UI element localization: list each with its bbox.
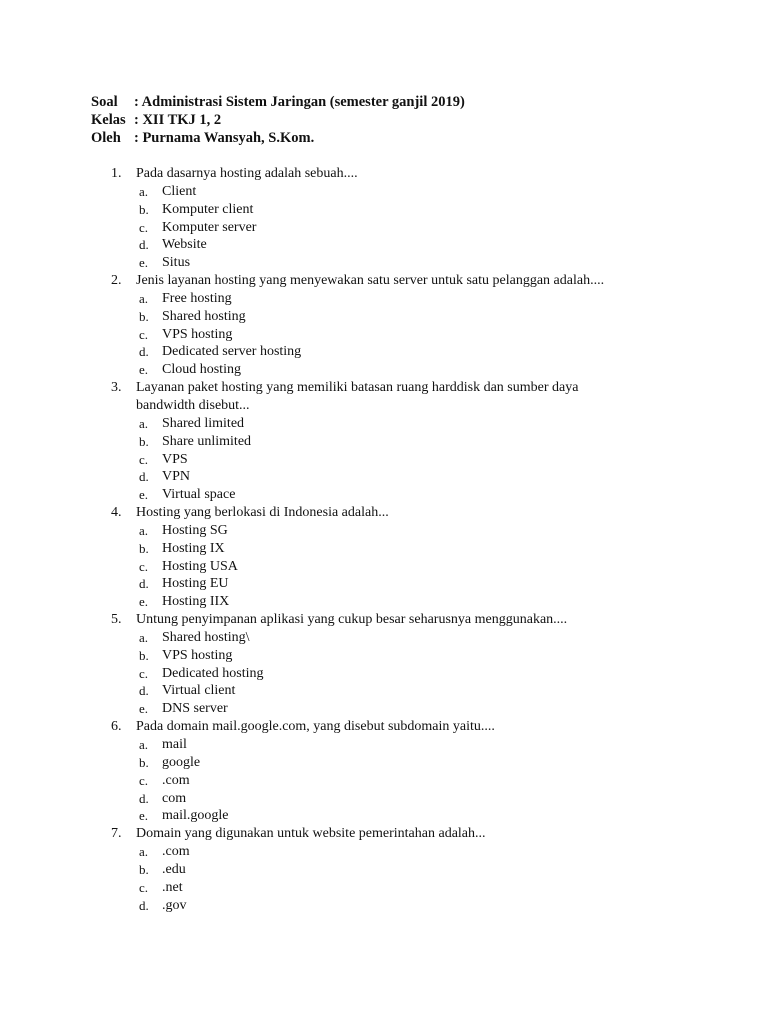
option-text: .com: [162, 844, 190, 860]
option-item: [0, 682, 768, 700]
question-text: Domain yang digunakan untuk website pemerintahan adalah...: [136, 826, 486, 842]
option-item: [0, 665, 768, 683]
option-text: Komputer client: [162, 201, 254, 217]
option-item: [0, 593, 768, 611]
option-item: [0, 326, 768, 344]
option-letter: e.: [139, 808, 149, 824]
option-letter: a.: [139, 415, 149, 431]
option-item: [0, 468, 768, 486]
option-item: [0, 254, 768, 272]
option-letter: c.: [139, 558, 149, 574]
question-item: [0, 379, 768, 504]
option-text: Hosting SG: [162, 522, 228, 538]
option-item: [0, 236, 768, 254]
question-item: [0, 825, 768, 914]
option-letter: c.: [139, 665, 149, 681]
option-letter: b.: [139, 540, 149, 556]
option-text: com: [162, 790, 187, 806]
option-item: [0, 879, 768, 897]
option-text: .com: [162, 772, 190, 788]
option-list: [0, 522, 768, 611]
question-item: [0, 165, 768, 272]
option-letter: c.: [139, 219, 149, 235]
option-text: google: [162, 754, 201, 770]
option-text: .gov: [162, 897, 187, 913]
option-letter: e.: [139, 362, 149, 378]
option-text: Hosting EU: [162, 576, 229, 592]
option-letter: d.: [139, 344, 149, 360]
option-text: .net: [162, 879, 183, 895]
option-letter: b.: [139, 308, 149, 324]
header-row-oleh: [91, 129, 465, 147]
option-text: Shared hosting: [162, 308, 246, 324]
option-letter: d.: [139, 576, 149, 592]
question-number: 3.: [111, 380, 122, 396]
option-text: mail: [162, 737, 187, 752]
option-list: [0, 843, 768, 914]
option-text: Virtual client: [162, 683, 236, 699]
option-list: [0, 629, 768, 718]
header-value: : Administrasi Sistem Jaringan (semester ganjil 2019): [134, 94, 465, 110]
option-letter: a.: [139, 629, 149, 645]
option-letter: c.: [139, 879, 149, 895]
question-number: 4.: [111, 505, 122, 521]
option-item: [0, 219, 768, 237]
option-letter: a.: [139, 522, 149, 538]
option-item: [0, 736, 768, 754]
option-text: Shared limited: [162, 415, 245, 431]
option-letter: e.: [139, 255, 149, 271]
option-letter: b.: [139, 433, 149, 449]
option-item: [0, 807, 768, 825]
option-text: Hosting IIX: [162, 594, 230, 610]
question-number: 5.: [111, 612, 122, 628]
option-item: [0, 343, 768, 361]
option-text: Situs: [162, 255, 191, 271]
question-list: [0, 165, 768, 914]
option-item: [0, 843, 768, 861]
option-item: [0, 629, 768, 647]
option-text: Hosting IX: [162, 540, 225, 556]
option-letter: b.: [139, 754, 149, 770]
option-list: [0, 183, 768, 272]
option-item: [0, 308, 768, 326]
option-letter: c.: [139, 772, 149, 788]
option-text: Komputer server: [162, 219, 257, 235]
question-text: Untung penyimpanan aplikasi yang cukup besar seharusnya menggunakan....: [136, 612, 568, 628]
option-item: [0, 754, 768, 772]
option-item: [0, 415, 768, 433]
question-number: 7.: [111, 826, 122, 842]
option-letter: a.: [139, 737, 149, 752]
option-text: VPS hosting: [162, 326, 233, 342]
option-item: [0, 451, 768, 469]
question-number: 2.: [111, 273, 122, 289]
option-text: mail.google: [162, 808, 229, 824]
option-letter: d.: [139, 469, 149, 485]
option-item: [0, 558, 768, 576]
header-row-kelas: [91, 111, 465, 129]
option-item: [0, 790, 768, 808]
option-text: Dedicated server hosting: [162, 344, 302, 360]
option-letter: a.: [139, 844, 149, 860]
option-letter: d.: [139, 897, 149, 913]
question-item: [0, 272, 768, 379]
option-text: Virtual space: [162, 487, 236, 503]
option-item: [0, 433, 768, 451]
option-letter: c.: [139, 326, 149, 342]
option-item: [0, 540, 768, 558]
option-letter: c.: [139, 451, 149, 467]
option-letter: a.: [139, 183, 149, 199]
header-label: Soal: [91, 94, 118, 110]
option-text: Share unlimited: [162, 433, 252, 449]
question-number: 6.: [111, 719, 122, 735]
question-item: [0, 611, 768, 718]
option-item: [0, 183, 768, 201]
option-letter: b.: [139, 647, 149, 663]
option-item: [0, 897, 768, 915]
document-header: [91, 93, 465, 147]
header-value: : XII TKJ 1, 2: [134, 112, 222, 128]
header-label: Oleh: [91, 130, 121, 146]
option-letter: b.: [139, 201, 149, 217]
option-list: [0, 415, 768, 504]
option-text: Client: [162, 183, 197, 199]
option-item: [0, 861, 768, 879]
option-text: Free hosting: [162, 290, 232, 306]
option-list: [0, 290, 768, 379]
option-letter: a.: [139, 290, 149, 306]
question-item: [0, 504, 768, 611]
option-text: Shared hosting\: [162, 629, 250, 645]
option-letter: e.: [139, 701, 149, 717]
option-letter: e.: [139, 594, 149, 610]
option-text: VPS hosting: [162, 647, 233, 663]
option-text: DNS server: [162, 701, 228, 717]
option-text: Hosting USA: [162, 558, 238, 574]
option-item: [0, 700, 768, 718]
header-row-soal: [91, 93, 465, 111]
option-item: [0, 201, 768, 219]
header-value: : Purnama Wansyah, S.Kom.: [134, 130, 315, 146]
question-item: [0, 718, 768, 825]
option-letter: d.: [139, 790, 149, 806]
question-number: 1.: [111, 166, 122, 181]
option-item: [0, 522, 768, 540]
option-text: VPN: [162, 469, 191, 485]
option-text: Cloud hosting: [162, 362, 241, 378]
option-text: Dedicated hosting: [162, 665, 264, 681]
question-text: Pada dasarnya hosting adalah sebuah....: [136, 166, 358, 181]
option-item: [0, 361, 768, 379]
option-item: [0, 575, 768, 593]
header-label: Kelas: [91, 112, 126, 128]
option-item: [0, 290, 768, 308]
option-letter: e.: [139, 487, 149, 503]
option-text: .edu: [162, 861, 186, 877]
option-text: Website: [162, 237, 207, 253]
question-text: Hosting yang berlokasi di Indonesia adalah...: [136, 505, 389, 521]
option-item: [0, 772, 768, 790]
question-text: Layanan paket hosting yang memiliki batasan ruang harddisk dan sumber daya bandwidth disebut...: [136, 380, 579, 413]
question-text: Jenis layanan hosting yang menyewakan satu server untuk satu pelanggan adalah....: [136, 273, 605, 289]
option-letter: d.: [139, 683, 149, 699]
option-text: VPS: [162, 451, 188, 467]
option-item: [0, 647, 768, 665]
option-list: [0, 736, 768, 825]
option-letter: d.: [139, 237, 149, 253]
option-item: [0, 486, 768, 504]
question-text: Pada domain mail.google.com, yang disebut subdomain yaitu....: [136, 719, 495, 735]
option-letter: b.: [139, 861, 149, 877]
